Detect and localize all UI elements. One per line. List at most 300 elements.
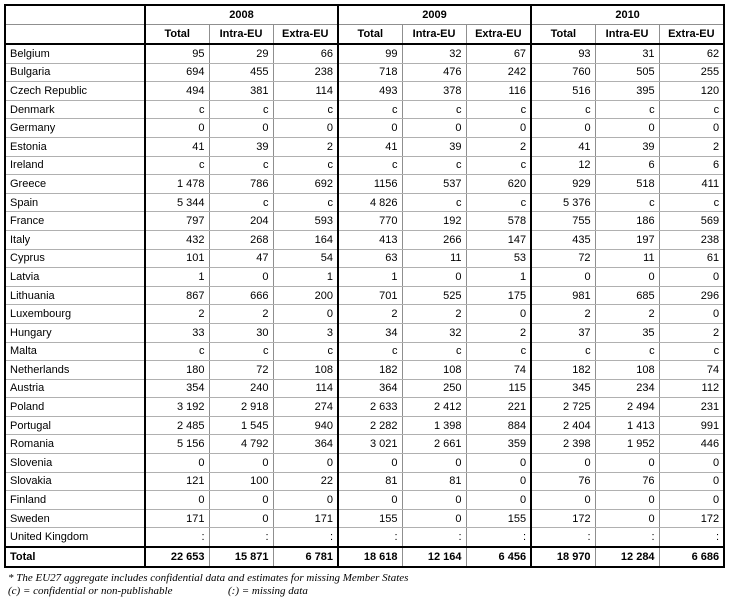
value-cell: 0 <box>531 491 595 510</box>
value-cell: 537 <box>402 175 466 194</box>
value-cell: 692 <box>273 175 338 194</box>
value-cell: 0 <box>273 305 338 324</box>
value-cell: 755 <box>531 212 595 231</box>
table-row <box>5 175 724 194</box>
value-cell: 2 725 <box>531 398 595 417</box>
value-cell: 2 282 <box>338 416 402 435</box>
value-cell: 22 <box>273 472 338 491</box>
value-cell: 2 404 <box>531 416 595 435</box>
value-cell: 53 <box>466 249 531 268</box>
value-cell: c <box>402 100 466 119</box>
col-header-intra-eu: Intra-EU <box>595 25 659 45</box>
value-cell: 234 <box>595 379 659 398</box>
value-cell: 0 <box>531 454 595 473</box>
value-cell: c <box>209 156 273 175</box>
value-cell: 197 <box>595 230 659 249</box>
value-cell: 11 <box>402 249 466 268</box>
value-cell: 147 <box>466 230 531 249</box>
table-row <box>5 454 724 473</box>
legend-confidential: (c) = confidential or non-publishable <box>8 585 173 597</box>
value-cell: : <box>595 528 659 547</box>
value-cell: 200 <box>273 286 338 305</box>
value-cell: 0 <box>595 454 659 473</box>
country-name-cell: Malta <box>5 342 145 361</box>
total-label: Total <box>5 547 145 567</box>
year-header-row <box>5 5 724 25</box>
table-row <box>5 119 724 138</box>
value-cell: 1 952 <box>595 435 659 454</box>
value-cell: 1 <box>338 268 402 287</box>
country-name-cell: Italy <box>5 230 145 249</box>
value-cell: 72 <box>209 361 273 380</box>
country-name-cell: Greece <box>5 175 145 194</box>
value-cell: 39 <box>595 137 659 156</box>
value-cell: c <box>595 342 659 361</box>
table-row <box>5 379 724 398</box>
country-name-cell: Cyprus <box>5 249 145 268</box>
value-cell: 186 <box>595 212 659 231</box>
value-cell: 93 <box>531 44 595 63</box>
table-row <box>5 100 724 119</box>
value-cell: c <box>659 193 724 212</box>
value-cell: 0 <box>338 119 402 138</box>
value-cell: 593 <box>273 212 338 231</box>
col-header-total: Total <box>145 25 209 45</box>
data-table-container <box>4 4 725 568</box>
value-cell: 378 <box>402 82 466 101</box>
value-cell: 505 <box>595 63 659 82</box>
value-cell: 231 <box>659 398 724 417</box>
value-cell: 867 <box>145 286 209 305</box>
value-cell: 274 <box>273 398 338 417</box>
value-cell: 61 <box>659 249 724 268</box>
country-name-cell: Denmark <box>5 100 145 119</box>
total-value: 12 164 <box>402 547 466 567</box>
value-cell: c <box>145 342 209 361</box>
value-cell: 2 <box>402 305 466 324</box>
col-header-extra-eu: Extra-EU <box>466 25 531 45</box>
country-name-cell: France <box>5 212 145 231</box>
value-cell: 411 <box>659 175 724 194</box>
column-header-row <box>5 25 724 45</box>
value-cell: : <box>338 528 402 547</box>
value-cell: 0 <box>466 472 531 491</box>
value-cell: 255 <box>659 63 724 82</box>
value-cell: 1 398 <box>402 416 466 435</box>
value-cell: 2 918 <box>209 398 273 417</box>
value-cell: 164 <box>273 230 338 249</box>
table-row <box>5 286 724 305</box>
table-row <box>5 193 724 212</box>
value-cell: 494 <box>145 82 209 101</box>
value-cell: 204 <box>209 212 273 231</box>
total-value: 22 653 <box>145 547 209 567</box>
year-header-2010: 2010 <box>531 5 724 25</box>
value-cell: 354 <box>145 379 209 398</box>
value-cell: c <box>531 100 595 119</box>
value-cell: : <box>659 528 724 547</box>
value-cell: c <box>209 193 273 212</box>
country-name-cell: Slovenia <box>5 454 145 473</box>
table-row <box>5 509 724 528</box>
value-cell: 940 <box>273 416 338 435</box>
total-value: 6 456 <box>466 547 531 567</box>
value-cell: 41 <box>531 137 595 156</box>
value-cell: 0 <box>209 509 273 528</box>
country-name-cell: Austria <box>5 379 145 398</box>
value-cell: 238 <box>273 63 338 82</box>
value-cell: 1156 <box>338 175 402 194</box>
value-cell: 0 <box>145 454 209 473</box>
table-row <box>5 44 724 63</box>
value-cell: 0 <box>595 268 659 287</box>
country-name-cell: Romania <box>5 435 145 454</box>
value-cell: 115 <box>466 379 531 398</box>
value-cell: 516 <box>531 82 595 101</box>
total-value: 6 781 <box>273 547 338 567</box>
value-cell: 0 <box>659 305 724 324</box>
value-cell: 0 <box>659 268 724 287</box>
value-cell: 2 <box>273 137 338 156</box>
table-row <box>5 249 724 268</box>
table-row <box>5 491 724 510</box>
table-row <box>5 528 724 547</box>
value-cell: : <box>531 528 595 547</box>
value-cell: 180 <box>145 361 209 380</box>
value-cell: 0 <box>659 454 724 473</box>
value-cell: 6 <box>659 156 724 175</box>
value-cell: 54 <box>273 249 338 268</box>
value-cell: 0 <box>338 454 402 473</box>
value-cell: 3 192 <box>145 398 209 417</box>
value-cell: 432 <box>145 230 209 249</box>
value-cell: 33 <box>145 323 209 342</box>
value-cell: : <box>466 528 531 547</box>
value-cell: 0 <box>466 491 531 510</box>
value-cell: 74 <box>466 361 531 380</box>
value-cell: 2 633 <box>338 398 402 417</box>
total-value: 18 970 <box>531 547 595 567</box>
value-cell: 41 <box>145 137 209 156</box>
table-row <box>5 137 724 156</box>
value-cell: 12 <box>531 156 595 175</box>
value-cell: 0 <box>273 491 338 510</box>
value-cell: 1 <box>145 268 209 287</box>
value-cell: 413 <box>338 230 402 249</box>
country-name-cell: Latvia <box>5 268 145 287</box>
value-cell: c <box>338 156 402 175</box>
value-cell: 760 <box>531 63 595 82</box>
value-cell: 30 <box>209 323 273 342</box>
country-name-cell: Poland <box>5 398 145 417</box>
value-cell: 108 <box>595 361 659 380</box>
value-cell: 0 <box>466 454 531 473</box>
value-cell: c <box>209 100 273 119</box>
value-cell: 0 <box>209 268 273 287</box>
table-row <box>5 230 724 249</box>
total-value: 6 686 <box>659 547 724 567</box>
value-cell: 63 <box>338 249 402 268</box>
value-cell: c <box>595 100 659 119</box>
value-cell: 121 <box>145 472 209 491</box>
value-cell: 116 <box>466 82 531 101</box>
value-cell: 0 <box>402 119 466 138</box>
table-row <box>5 342 724 361</box>
value-cell: 364 <box>338 379 402 398</box>
value-cell: c <box>338 342 402 361</box>
value-cell: 0 <box>273 119 338 138</box>
value-cell: 2 <box>209 305 273 324</box>
country-header-cell <box>5 25 145 45</box>
value-cell: : <box>273 528 338 547</box>
value-cell: c <box>466 156 531 175</box>
value-cell: 2 <box>466 323 531 342</box>
value-cell: : <box>402 528 466 547</box>
table-notes <box>8 572 408 598</box>
value-cell: 2 398 <box>531 435 595 454</box>
value-cell: 268 <box>209 230 273 249</box>
country-name-cell: Luxembourg <box>5 305 145 324</box>
value-cell: 0 <box>145 491 209 510</box>
value-cell: c <box>531 342 595 361</box>
value-cell: 797 <box>145 212 209 231</box>
country-name-cell: Spain <box>5 193 145 212</box>
value-cell: 525 <box>402 286 466 305</box>
table-row <box>5 323 724 342</box>
value-cell: 175 <box>466 286 531 305</box>
table-row <box>5 398 724 417</box>
value-cell: 11 <box>595 249 659 268</box>
value-cell: 0 <box>659 491 724 510</box>
value-cell: 569 <box>659 212 724 231</box>
value-cell: 3 <box>273 323 338 342</box>
country-name-cell: United Kingdom <box>5 528 145 547</box>
table-row <box>5 82 724 101</box>
value-cell: 359 <box>466 435 531 454</box>
value-cell: 112 <box>659 379 724 398</box>
value-cell: c <box>145 100 209 119</box>
country-name-cell: Portugal <box>5 416 145 435</box>
year-header-2008: 2008 <box>145 5 338 25</box>
country-name-cell: Estonia <box>5 137 145 156</box>
value-cell: 35 <box>595 323 659 342</box>
table-row <box>5 156 724 175</box>
value-cell: 2 661 <box>402 435 466 454</box>
value-cell: 108 <box>273 361 338 380</box>
value-cell: 364 <box>273 435 338 454</box>
value-cell: 29 <box>209 44 273 63</box>
value-cell: 666 <box>209 286 273 305</box>
value-cell: 0 <box>531 119 595 138</box>
country-name-cell: Slovakia <box>5 472 145 491</box>
value-cell: 221 <box>466 398 531 417</box>
value-cell: c <box>595 193 659 212</box>
value-cell: 578 <box>466 212 531 231</box>
value-cell: : <box>209 528 273 547</box>
trade-data-table <box>4 4 725 568</box>
value-cell: c <box>338 100 402 119</box>
value-cell: 171 <box>145 509 209 528</box>
value-cell: 2 <box>531 305 595 324</box>
value-cell: 72 <box>531 249 595 268</box>
value-cell: 0 <box>466 119 531 138</box>
table-row <box>5 212 724 231</box>
value-cell: 76 <box>531 472 595 491</box>
value-cell: 381 <box>209 82 273 101</box>
value-cell: 0 <box>273 454 338 473</box>
value-cell: c <box>273 100 338 119</box>
value-cell: 2 <box>659 323 724 342</box>
value-cell: 0 <box>209 454 273 473</box>
value-cell: c <box>273 156 338 175</box>
value-cell: 2 <box>466 137 531 156</box>
value-cell: c <box>466 100 531 119</box>
value-cell: 238 <box>659 230 724 249</box>
value-cell: 2 <box>338 305 402 324</box>
value-cell: 99 <box>338 44 402 63</box>
value-cell: 0 <box>595 491 659 510</box>
value-cell: 0 <box>402 509 466 528</box>
value-cell: 81 <box>402 472 466 491</box>
value-cell: 929 <box>531 175 595 194</box>
country-name-cell: Netherlands <box>5 361 145 380</box>
value-cell: 476 <box>402 63 466 82</box>
value-cell: c <box>402 193 466 212</box>
corner-cell <box>5 5 145 25</box>
value-cell: 786 <box>209 175 273 194</box>
table-row <box>5 416 724 435</box>
value-cell: 108 <box>402 361 466 380</box>
value-cell: 0 <box>402 454 466 473</box>
footnote-text: * The EU27 aggregate includes confidential data and estimates for missing Member States <box>8 572 409 584</box>
value-cell: 1 <box>466 268 531 287</box>
country-name-cell: Ireland <box>5 156 145 175</box>
country-name-cell: Lithuania <box>5 286 145 305</box>
value-cell: 101 <box>145 249 209 268</box>
value-cell: 155 <box>338 509 402 528</box>
col-header-intra-eu: Intra-EU <box>402 25 466 45</box>
value-cell: 395 <box>595 82 659 101</box>
value-cell: 100 <box>209 472 273 491</box>
country-name-cell: Bulgaria <box>5 63 145 82</box>
value-cell: 2 <box>145 305 209 324</box>
country-name-cell: Sweden <box>5 509 145 528</box>
value-cell: c <box>466 193 531 212</box>
value-cell: 4 826 <box>338 193 402 212</box>
value-cell: 0 <box>659 472 724 491</box>
table-body <box>5 44 724 547</box>
value-cell: 1 545 <box>209 416 273 435</box>
value-cell: 5 376 <box>531 193 595 212</box>
value-cell: 446 <box>659 435 724 454</box>
value-cell: 2 <box>659 137 724 156</box>
value-cell: 1 <box>273 268 338 287</box>
value-cell: 74 <box>659 361 724 380</box>
value-cell: 62 <box>659 44 724 63</box>
value-cell: 47 <box>209 249 273 268</box>
value-cell: 95 <box>145 44 209 63</box>
table-row <box>5 305 724 324</box>
value-cell: 345 <box>531 379 595 398</box>
country-name-cell: Hungary <box>5 323 145 342</box>
table-row <box>5 435 724 454</box>
value-cell: 0 <box>531 268 595 287</box>
value-cell: c <box>145 156 209 175</box>
value-cell: c <box>659 342 724 361</box>
total-value: 15 871 <box>209 547 273 567</box>
country-name-cell: Belgium <box>5 44 145 63</box>
value-cell: 5 344 <box>145 193 209 212</box>
country-name-cell: Germany <box>5 119 145 138</box>
total-value: 12 284 <box>595 547 659 567</box>
value-cell: 518 <box>595 175 659 194</box>
value-cell: 39 <box>209 137 273 156</box>
table-row <box>5 63 724 82</box>
value-cell: 2 412 <box>402 398 466 417</box>
value-cell: 242 <box>466 63 531 82</box>
value-cell: 155 <box>466 509 531 528</box>
value-cell: 2 485 <box>145 416 209 435</box>
value-cell: : <box>145 528 209 547</box>
value-cell: 192 <box>402 212 466 231</box>
value-cell: 0 <box>209 491 273 510</box>
value-cell: 182 <box>531 361 595 380</box>
value-cell: 114 <box>273 379 338 398</box>
value-cell: 32 <box>402 44 466 63</box>
value-cell: 3 021 <box>338 435 402 454</box>
value-cell: 41 <box>338 137 402 156</box>
value-cell: 0 <box>402 491 466 510</box>
country-name-cell: Czech Republic <box>5 82 145 101</box>
value-cell: 770 <box>338 212 402 231</box>
value-cell: 172 <box>531 509 595 528</box>
value-cell: 37 <box>531 323 595 342</box>
value-cell: 694 <box>145 63 209 82</box>
value-cell: 4 792 <box>209 435 273 454</box>
value-cell: c <box>273 342 338 361</box>
value-cell: 32 <box>402 323 466 342</box>
value-cell: 884 <box>466 416 531 435</box>
value-cell: 1 478 <box>145 175 209 194</box>
value-cell: 0 <box>595 509 659 528</box>
value-cell: 1 413 <box>595 416 659 435</box>
total-row <box>5 547 724 567</box>
value-cell: 5 156 <box>145 435 209 454</box>
value-cell: 31 <box>595 44 659 63</box>
value-cell: 455 <box>209 63 273 82</box>
col-header-total: Total <box>531 25 595 45</box>
legend-line <box>8 585 408 598</box>
value-cell: c <box>209 342 273 361</box>
value-cell: c <box>659 100 724 119</box>
value-cell: 266 <box>402 230 466 249</box>
value-cell: 34 <box>338 323 402 342</box>
value-cell: 296 <box>659 286 724 305</box>
value-cell: 6 <box>595 156 659 175</box>
value-cell: 2 <box>595 305 659 324</box>
value-cell: 114 <box>273 82 338 101</box>
table-row <box>5 268 724 287</box>
value-cell: 172 <box>659 509 724 528</box>
value-cell: 182 <box>338 361 402 380</box>
value-cell: 250 <box>402 379 466 398</box>
value-cell: 0 <box>402 268 466 287</box>
value-cell: c <box>466 342 531 361</box>
value-cell: 81 <box>338 472 402 491</box>
value-cell: 0 <box>466 305 531 324</box>
value-cell: c <box>402 156 466 175</box>
value-cell: 0 <box>209 119 273 138</box>
